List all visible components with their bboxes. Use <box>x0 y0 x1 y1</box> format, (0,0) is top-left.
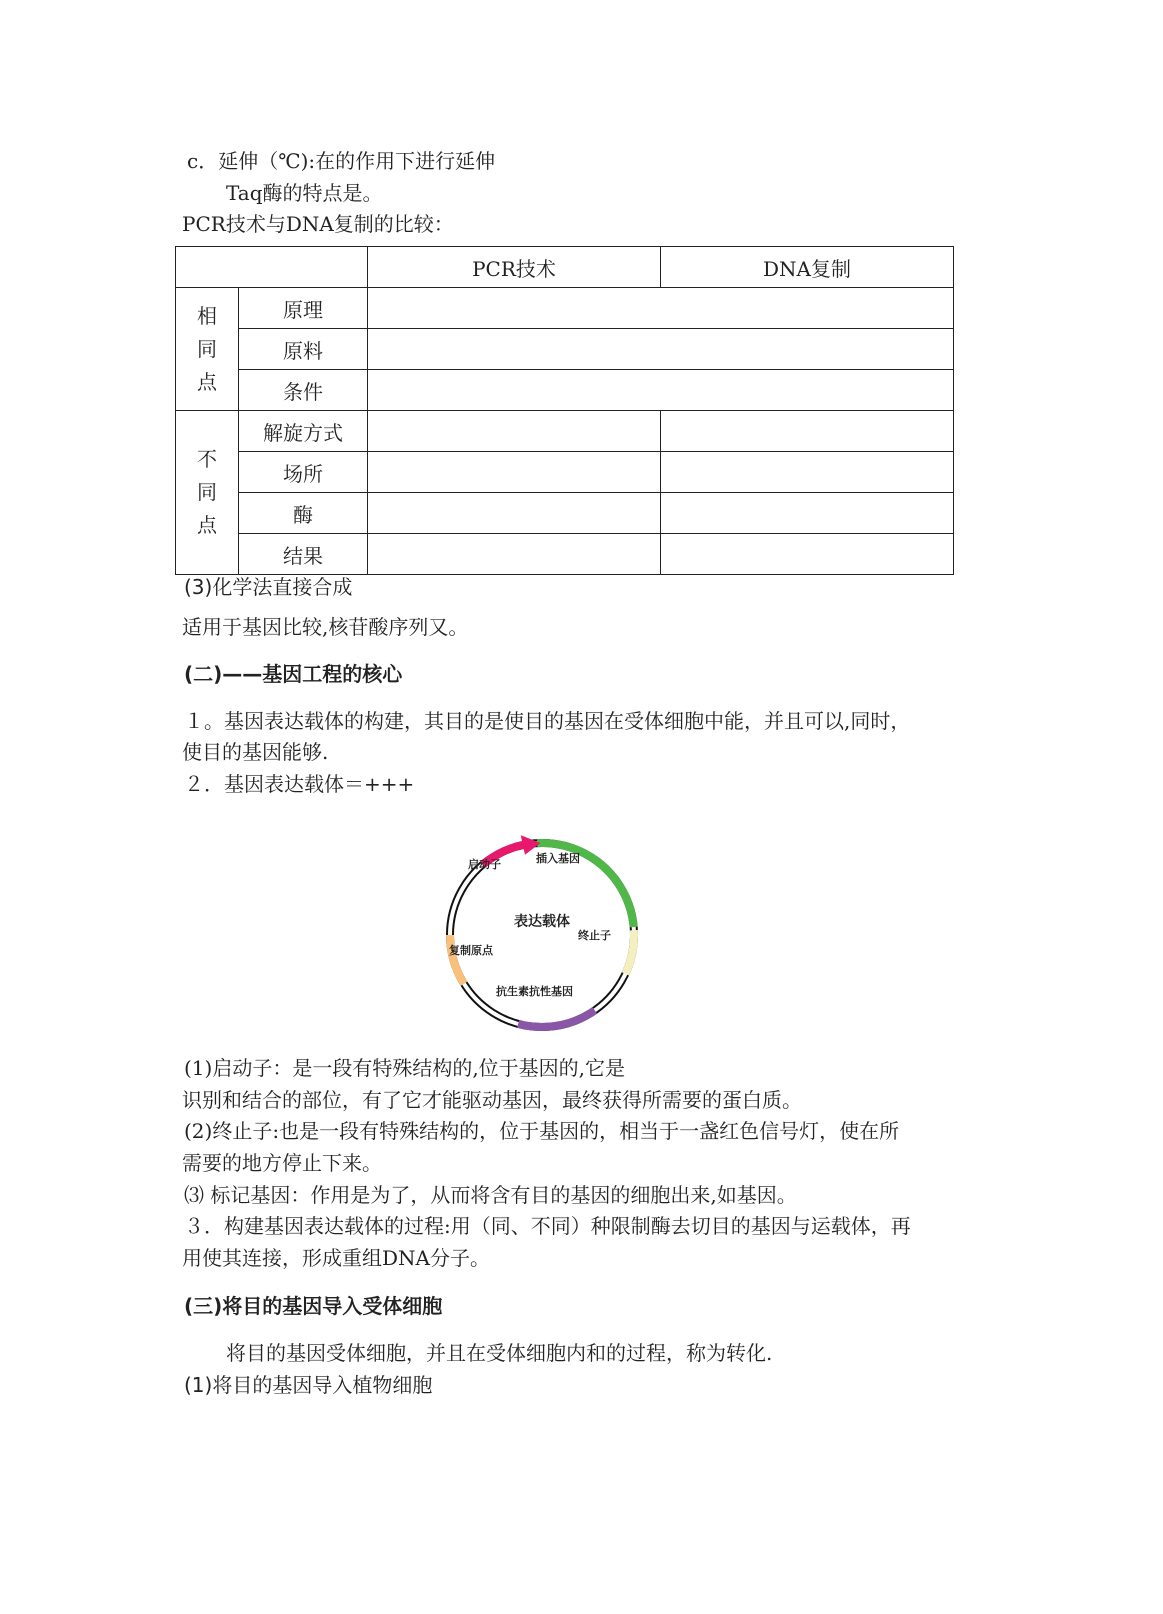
section-heading-introduce: (三)将目的基因导入受体细胞 <box>184 1294 443 1318</box>
group-diff-label <box>176 411 239 575</box>
row-label-unwinding: 解旋方式 <box>239 411 368 452</box>
row-label-enzyme: 酶 <box>239 493 368 534</box>
row-label-materials: 原料 <box>239 329 368 370</box>
marker-gene-paragraph: ⑶ 标记基因：作用是为了，从而将含有目的基因的细胞出来,如基因。 <box>184 1183 797 1207</box>
table-header-row <box>176 247 954 288</box>
paragraph-3a: ３．构建基因表达载体的过程:用（同、不同）种限制酶去切目的基因与运载体，再 <box>184 1214 911 1238</box>
terminator-label: 终止子 <box>578 929 611 942</box>
table-cell-empty <box>368 452 661 493</box>
transformation-paragraph: 将目的基因受体细胞，并且在受体细胞内和的过程，称为转化. <box>226 1341 773 1365</box>
row-label-result: 结果 <box>239 534 368 575</box>
origin-label: 复制原点 <box>449 944 493 957</box>
table-cell-empty <box>368 329 954 370</box>
expression-vector-diagram <box>432 833 652 1048</box>
table-row <box>176 288 954 329</box>
table-header-pcr: PCR技术 <box>368 247 661 288</box>
table-cell-empty <box>661 452 954 493</box>
pcr-dna-comparison-table <box>175 246 954 575</box>
promoter-paragraph-a: (1)启动子：是一段有特殊结构的,位于基因的,它是 <box>184 1056 626 1080</box>
taq-enzyme-line: Taq酶的特点是。 <box>226 181 383 205</box>
terminator-paragraph-a: (2)终止子:也是一段有特殊结构的，位于基因的，相当于一盏红色信号灯，使在所 <box>184 1119 900 1143</box>
paragraph-2: ２．基因表达载体＝+++ <box>184 772 415 796</box>
promoter-label: 启动子 <box>468 858 501 871</box>
table-header-dna: DNA复制 <box>661 247 954 288</box>
table-cell-empty <box>661 411 954 452</box>
terminator-paragraph-b: 需要的地方停止下来。 <box>182 1151 382 1175</box>
group-same-text: 相 同 点 <box>197 303 217 394</box>
table-corner-cell <box>176 247 368 288</box>
table-row <box>176 534 954 575</box>
paragraph-3b: 用使其连接，形成重组DNA分子。 <box>182 1246 490 1270</box>
resistance-gene-label: 抗生素抗性基因 <box>496 985 573 998</box>
insert-gene-label: 插入基因 <box>536 852 580 865</box>
table-cell-empty <box>661 534 954 575</box>
group-diff-text: 不 同 点 <box>197 447 217 537</box>
section-heading-core: (二)——基因工程的核心 <box>184 662 403 686</box>
table-row <box>176 452 954 493</box>
table-row <box>176 329 954 370</box>
terminator-segment <box>625 930 634 974</box>
chemical-synthesis-desc: 适用于基因比较,核苷酸序列又。 <box>182 615 469 639</box>
paragraph-1b: 使目的基因能够. <box>182 740 329 764</box>
table-cell-empty <box>368 370 954 411</box>
table-cell-empty <box>368 411 661 452</box>
extension-step-line: c．延伸（℃):在的作用下进行延伸 <box>187 149 496 173</box>
row-label-principle: 原理 <box>239 288 368 329</box>
table-cell-empty <box>661 493 954 534</box>
section-plant-cells: (1)将目的基因导入植物细胞 <box>184 1373 433 1397</box>
promoter-paragraph-b: 识别和结合的部位，有了它才能驱动基因，最终获得所需要的蛋白质。 <box>182 1088 802 1112</box>
table-row <box>176 493 954 534</box>
row-label-conditions: 条件 <box>239 370 368 411</box>
table-cell-empty <box>368 288 954 329</box>
group-same-label <box>176 288 239 411</box>
origin-segment <box>450 935 464 984</box>
resistance-gene-segment <box>518 1010 595 1027</box>
vector-ring-svg <box>432 833 652 1048</box>
section-chemical-synthesis: (3)化学法直接合成 <box>184 575 353 599</box>
table-cell-empty <box>368 534 661 575</box>
center-label: 表达载体 <box>514 914 570 930</box>
table-row <box>176 370 954 411</box>
row-label-location: 场所 <box>239 452 368 493</box>
table-cell-empty <box>368 493 661 534</box>
paragraph-1a: １。基因表达载体的构建，其目的是使目的基因在受体细胞中能，并且可以,同时， <box>184 709 911 733</box>
table-row <box>176 411 954 452</box>
comparison-intro-line: PCR技术与DNA复制的比较： <box>182 212 454 236</box>
